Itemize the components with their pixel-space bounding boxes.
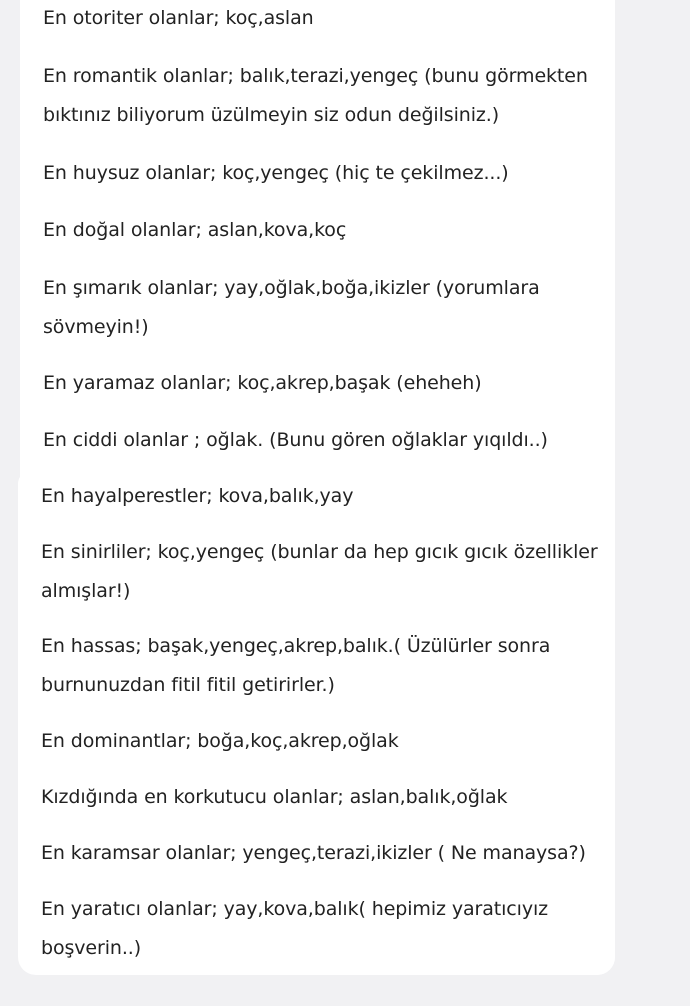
text-line: En yaratıcı olanlar; yay,kova,balık( hepimiz yaratıcıyız <box>41 898 549 920</box>
text-line: En dominantlar; boğa,koç,akrep,oğlak <box>41 730 399 752</box>
text-line: burnunuzdan fitil fitil getirirler.) <box>41 674 335 696</box>
text-line: En sinirliler; koç,yengeç (bunlar da hep gıcık gıcık özellikler <box>41 541 598 563</box>
text-line: En şımarık olanlar; yay,oğlak,boğa,ikizler (yorumlara <box>43 277 540 299</box>
text-line: sövmeyin!) <box>43 316 149 338</box>
text-line: En karamsar olanlar; yengeç,terazi,ikizler ( Ne manaysa?) <box>41 842 586 864</box>
text-line: almışlar!) <box>41 580 131 602</box>
text-line: En ciddi olanlar ; oğlak. (Bunu gören oğlaklar yıqıldı..) <box>43 429 548 451</box>
text-line: bıktınız biliyorum üzülmeyin siz odun değilsiniz.) <box>43 104 500 126</box>
text-line: En romantik olanlar; balık,terazi,yengeç (bunu görmekten <box>43 65 588 87</box>
text-line: En doğal olanlar; aslan,kova,koç <box>43 219 347 241</box>
text-line: En yaramaz olanlar; koç,akrep,başak (eheheh) <box>43 372 482 394</box>
text-line: En hassas; başak,yengeç,akrep,balık.( Üzülürler sonra <box>41 635 551 657</box>
text-line: En otoriter olanlar; koç,aslan <box>43 7 314 29</box>
text-line: Kızdığında en korkutucu olanlar; aslan,balık,oğlak <box>41 786 508 808</box>
text-line: En hayalperestler; kova,balık,yay <box>41 485 354 507</box>
text-line: En huysuz olanlar; koç,yengeç (hiç te çekilmez...) <box>43 162 509 184</box>
text-line: boşverin..) <box>41 937 142 959</box>
